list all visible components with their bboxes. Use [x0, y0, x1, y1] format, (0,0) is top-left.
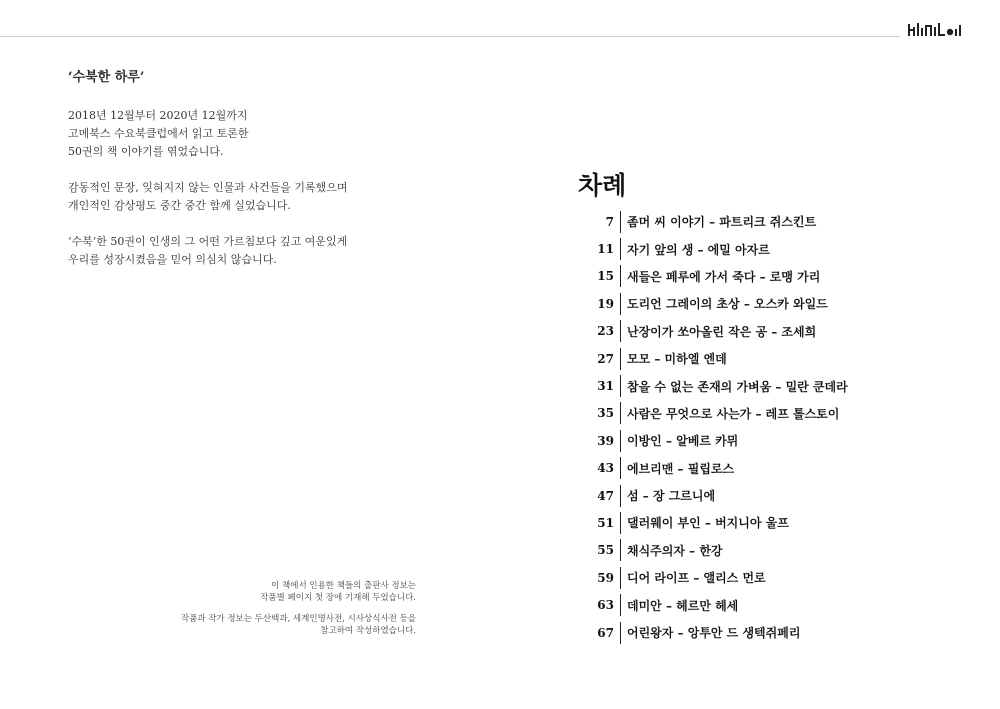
- toc-item: [578, 235, 898, 262]
- toc-divider: [620, 293, 621, 315]
- toc-entry-title: 데미안 – 헤르만 헤세: [627, 598, 739, 613]
- toc-page-number: 67: [597, 625, 614, 640]
- toc-divider: [620, 265, 621, 287]
- toc-divider: [620, 485, 621, 507]
- toc-divider: [620, 512, 621, 534]
- left-page: [68, 66, 488, 287]
- toc-entry-title: 섬 – 장 그르니에: [627, 489, 716, 504]
- toc-page-number: 31: [597, 379, 614, 394]
- toc-divider: [620, 402, 621, 424]
- toc-divider: [620, 594, 621, 616]
- toc-page-number: 35: [597, 406, 614, 421]
- toc-page-number: 43: [597, 461, 614, 476]
- toc-page-number: 63: [597, 598, 614, 613]
- toc-entry-title: 난장이가 쏘아올린 작은 공 – 조세희: [627, 324, 817, 339]
- toc-item: [578, 372, 898, 399]
- toc-item: [578, 564, 898, 591]
- toc-item: [578, 537, 898, 564]
- toc-entry-title: 모모 – 미하엘 엔데: [627, 352, 727, 367]
- toc-item: [578, 619, 898, 646]
- toc-item: [578, 263, 898, 290]
- toc-divider: [620, 430, 621, 452]
- toc-page-number: 59: [597, 570, 614, 585]
- toc-item: [578, 482, 898, 509]
- toc-page-number: 51: [597, 515, 614, 530]
- toc-entry-title: 새들은 페루에 가서 죽다 – 로맹 가리: [627, 269, 821, 284]
- toc-entry-title: 댈러웨이 부인 – 버지니아 울프: [627, 516, 789, 531]
- table-of-contents: [578, 208, 898, 646]
- toc-item: [578, 345, 898, 372]
- toc-item: [578, 290, 898, 317]
- belief-paragraph: ‘수북’한 50권이 인생의 그 어떤 가르침보다 깊고 여운있게 우리를 성장시켰음을 믿어 의심치 않습니다.: [68, 235, 348, 266]
- toc-divider: [620, 567, 621, 589]
- toc-entry-title: 이방인 – 알베르 카뮈: [627, 434, 739, 449]
- toc-entry-title: 디어 라이프 – 앨리스 먼로: [627, 571, 766, 586]
- toc-item: [578, 318, 898, 345]
- toc-divider: [620, 211, 621, 233]
- toc-entry-title: 에브리맨 – 필립로스: [627, 461, 735, 476]
- toc-divider: [620, 375, 621, 397]
- toc-entry-title: 참을 수 없는 존재의 가벼움 – 밀란 쿤데라: [627, 379, 848, 394]
- toc-item: [578, 400, 898, 427]
- toc-divider: [620, 348, 621, 370]
- toc-entry-title: 사람은 무엇으로 사는가 – 레프 톨스토이: [627, 406, 840, 421]
- toc-divider: [620, 238, 621, 260]
- toc-entry-title: 채식주의자 – 한강: [627, 543, 723, 558]
- reference-note: 작품과 작가 정보는 두산백과, 세계인명사전, 시사상식사전 등을 참고하여 작성하였습니다.: [180, 614, 416, 636]
- intro-paragraph: 2018년 12월부터 2020년 12월까지 고메북스 수요북클럽에서 읽고 토론한 50권의 책 이야기를 엮었습니다.: [68, 109, 249, 158]
- toc-item: [578, 509, 898, 536]
- toc-item: [578, 591, 898, 618]
- toc-page-number: 55: [597, 543, 614, 558]
- toc-page-number: 23: [597, 324, 614, 339]
- toc-entry-title: 어린왕자 – 앙투안 드 생텍쥐페리: [627, 626, 801, 641]
- toc-item: [578, 208, 898, 235]
- toc-divider: [620, 539, 621, 561]
- book-title: ‘수북한 하루’: [68, 70, 145, 85]
- toc-page-number: 19: [597, 296, 614, 311]
- toc-entry-title: 도리언 그레이의 초상 – 오스카 와일드: [627, 297, 828, 312]
- toc-divider: [620, 457, 621, 479]
- toc-heading: 차례: [578, 171, 627, 200]
- toc-entry-title: 좀머 씨 이야기 – 파트리크 쥐스킨트: [627, 215, 817, 230]
- toc-page-number: 47: [597, 488, 614, 503]
- toc-item: [578, 455, 898, 482]
- toc-page-number: 7: [605, 214, 614, 229]
- toc-page-number: 11: [597, 242, 614, 257]
- toc-item: [578, 427, 898, 454]
- toc-divider: [620, 320, 621, 342]
- toc-page-number: 15: [597, 269, 614, 284]
- source-notes: [181, 580, 416, 646]
- toc-divider: [620, 622, 621, 644]
- publisher-logo-icon: [906, 20, 962, 38]
- publisher-note: 이 책에서 인용한 책들의 출판사 정보는 작품별 페이지 첫 장에 기재해 두었습니다.: [260, 581, 416, 603]
- record-paragraph: 감동적인 문장, 잊혀지지 않는 인물과 사건들을 기록했으며 개인적인 감상평도 중간 중간 함께 실었습니다.: [68, 181, 348, 212]
- header-rule: [0, 36, 900, 37]
- toc-page-number: 39: [597, 433, 614, 448]
- toc-page-number: 27: [597, 351, 614, 366]
- toc-entry-title: 자기 앞의 생 – 에밀 아자르: [627, 242, 770, 257]
